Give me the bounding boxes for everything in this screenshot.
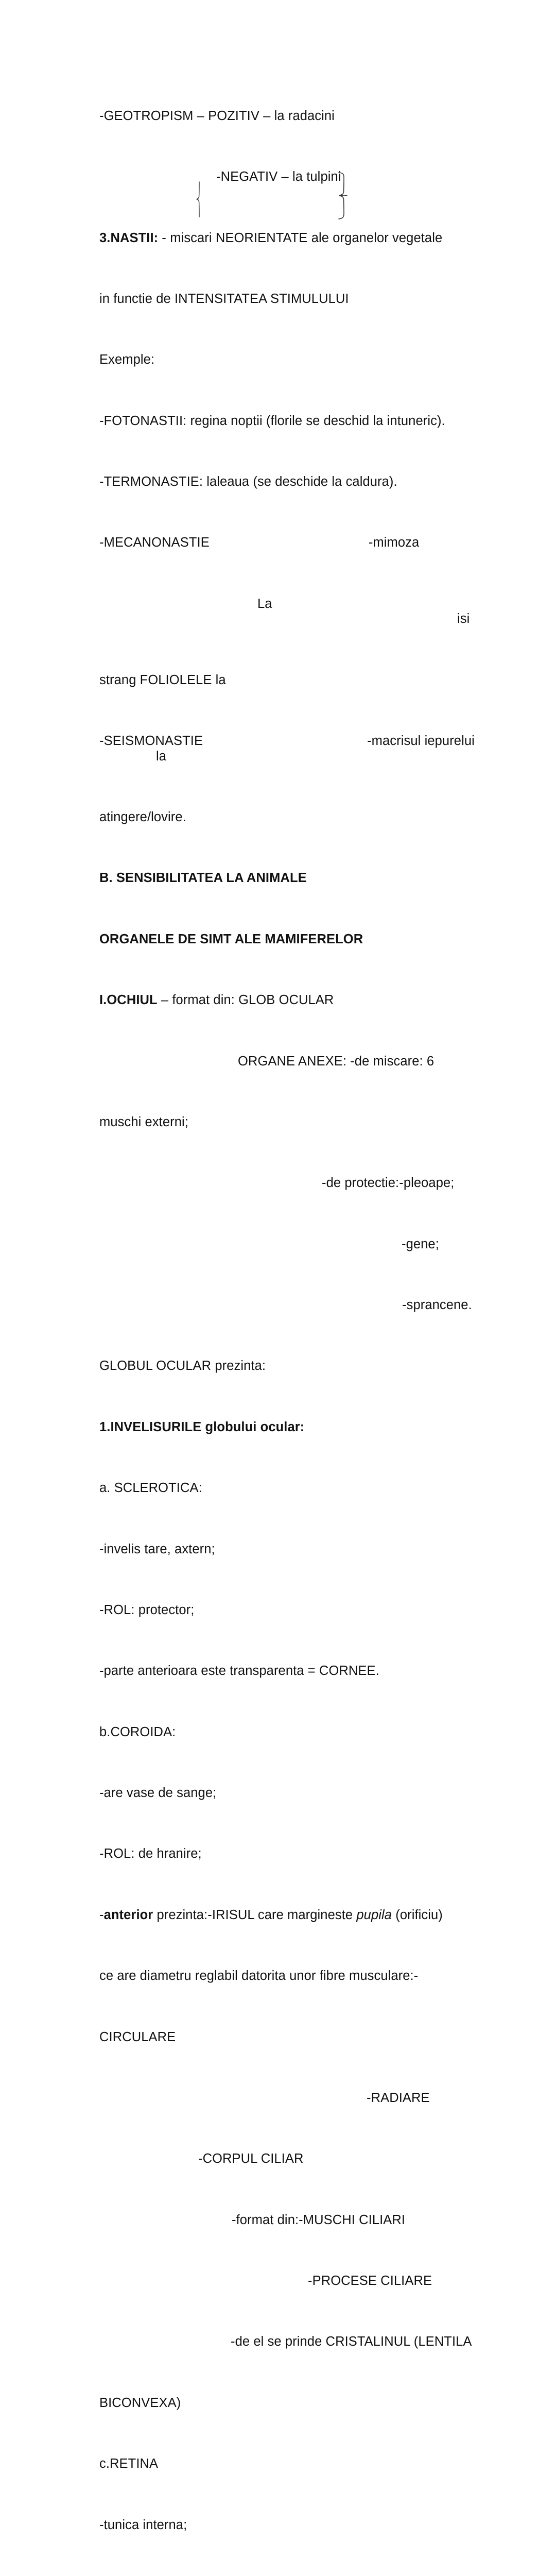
text-line xyxy=(99,1846,511,1862)
text-line-seismonastie xyxy=(99,734,511,764)
text-line xyxy=(99,109,511,124)
line-text: -format din:-MUSCHI CILIARI xyxy=(232,2212,406,2227)
text-line xyxy=(99,1542,511,1557)
text-line xyxy=(99,810,511,825)
line-italic-word: pupila xyxy=(356,1907,392,1922)
line-text: muschi externi; xyxy=(99,1114,188,1129)
text-line xyxy=(99,2091,511,2106)
text-line xyxy=(99,170,511,185)
line-text: -ROL: de hranire; xyxy=(99,1846,202,1861)
line-bold-prefix: 3.NASTII: xyxy=(99,230,159,245)
line-text: -TERMONASTIE: laleaua (se deschide la caldura). xyxy=(99,474,397,489)
text-line xyxy=(99,1603,511,1618)
line-tab-text: -macrisul iepurelui xyxy=(367,734,475,749)
text-line xyxy=(99,1725,511,1740)
heading-invelisurile xyxy=(99,1420,511,1435)
text-line xyxy=(99,2334,511,2350)
line-text: CIRCULARE xyxy=(99,2029,176,2044)
text-line-mecanonastie xyxy=(99,535,511,551)
line-text: 1.INVELISURILE globului ocular: xyxy=(99,1419,305,1434)
line-tab-text: -mimoza xyxy=(368,535,420,550)
line-text: - xyxy=(99,1907,104,1922)
line-text: a. SCLEROTICA: xyxy=(99,1481,202,1496)
line-text: -invelis tare, axtern; xyxy=(99,1541,215,1556)
line-text: GLOBUL OCULAR prezinta: xyxy=(99,1359,266,1374)
text-line xyxy=(99,1359,511,1374)
text-line xyxy=(99,1969,511,1984)
text-line xyxy=(99,2213,511,2228)
line-text: ORGANE ANEXE: -de miscare: 6 xyxy=(238,1054,435,1069)
line-text: -de protectie:-pleoape; xyxy=(322,1176,455,1191)
line-tail-text: isi xyxy=(457,612,470,626)
text-line xyxy=(99,474,511,490)
line-text: -ROL: protector; xyxy=(99,1602,195,1617)
line-text: B. SENSIBILITATEA LA ANIMALE xyxy=(99,871,307,886)
text-line xyxy=(99,352,511,368)
line-text: ORGANELE DE SIMT ALE MAMIFERELOR xyxy=(99,931,363,946)
text-line-heading-nastii xyxy=(99,231,511,246)
line-text: strang FOLIOLELE la xyxy=(99,672,226,687)
text-line-la xyxy=(99,597,511,627)
line-end-text: (orificiu) xyxy=(392,1907,443,1922)
line-text: -SEISMONASTIE xyxy=(99,734,203,749)
text-line xyxy=(99,1176,511,1191)
text-line xyxy=(99,1115,511,1130)
text-line xyxy=(99,1054,511,1070)
text-line xyxy=(99,1786,511,1801)
text-line-anterior xyxy=(99,1908,511,1923)
text-line xyxy=(99,2151,511,2167)
text-line xyxy=(99,1298,511,1313)
line-text: -MECANONASTIE xyxy=(99,535,210,550)
line-text: -tunica interna; xyxy=(99,2517,187,2532)
line-text: -are vase de sange; xyxy=(99,1786,217,1801)
line-text: -RADIARE xyxy=(367,2090,430,2105)
line-text: in functie de INTENSITATEA STIMULULUI xyxy=(99,291,349,306)
line-mid-text: prezinta:-IRISUL care margineste xyxy=(153,1907,357,1922)
line-text: -GEOTROPISM – POZITIV – la radacini xyxy=(99,108,335,123)
line-text: -parte anterioara este transparenta = CORNEE. xyxy=(99,1664,379,1679)
line-tail-text: la xyxy=(156,749,167,764)
line-text: Exemple: xyxy=(99,352,155,367)
text-line xyxy=(99,1481,511,1496)
text-line-ochiul xyxy=(99,993,511,1008)
line-text: -FOTONASTII: regina noptii (florile se deschid la intuneric). xyxy=(99,413,445,428)
line-text: -de el se prinde CRISTALINUL (LENTILA xyxy=(231,2334,472,2349)
text-line xyxy=(99,2030,511,2045)
text-line xyxy=(99,673,511,688)
line-text: - miscari NEORIENTATE ale organelor vegetale xyxy=(158,230,443,245)
line-text: -CORPUL CILIAR xyxy=(198,2151,304,2166)
line-bold-word: anterior xyxy=(103,1907,153,1922)
line-text: BICONVEXA) xyxy=(99,2395,181,2410)
text-line xyxy=(99,2274,511,2289)
line-text: atingere/lovire. xyxy=(99,810,186,825)
text-line xyxy=(99,2396,511,2411)
text-line xyxy=(99,2456,511,2472)
text-line xyxy=(99,1664,511,1679)
line-text: -gene; xyxy=(402,1236,439,1251)
line-text: -PROCESE CILIARE xyxy=(308,2274,432,2289)
text-line xyxy=(99,1237,511,1252)
line-text: – format din: GLOB OCULAR xyxy=(157,993,334,1008)
text-line xyxy=(99,292,511,307)
line-text: b.COROIDA: xyxy=(99,1724,176,1739)
line-text: c.RETINA xyxy=(99,2456,159,2471)
text-line xyxy=(99,414,511,429)
line-text: -NEGATIV – la tulpini xyxy=(216,170,341,184)
heading-sensibilitatea-la-animale xyxy=(99,871,511,886)
line-text: -sprancene. xyxy=(402,1298,472,1313)
line-text: ce are diametru reglabil datorita unor fibre musculare:- xyxy=(99,1969,419,1984)
line-text: La xyxy=(257,596,272,611)
heading-organele-de-simt xyxy=(99,932,511,947)
text-line xyxy=(99,2518,511,2533)
line-bold-prefix: I.OCHIUL xyxy=(99,993,158,1008)
document-text-body xyxy=(99,63,511,2576)
